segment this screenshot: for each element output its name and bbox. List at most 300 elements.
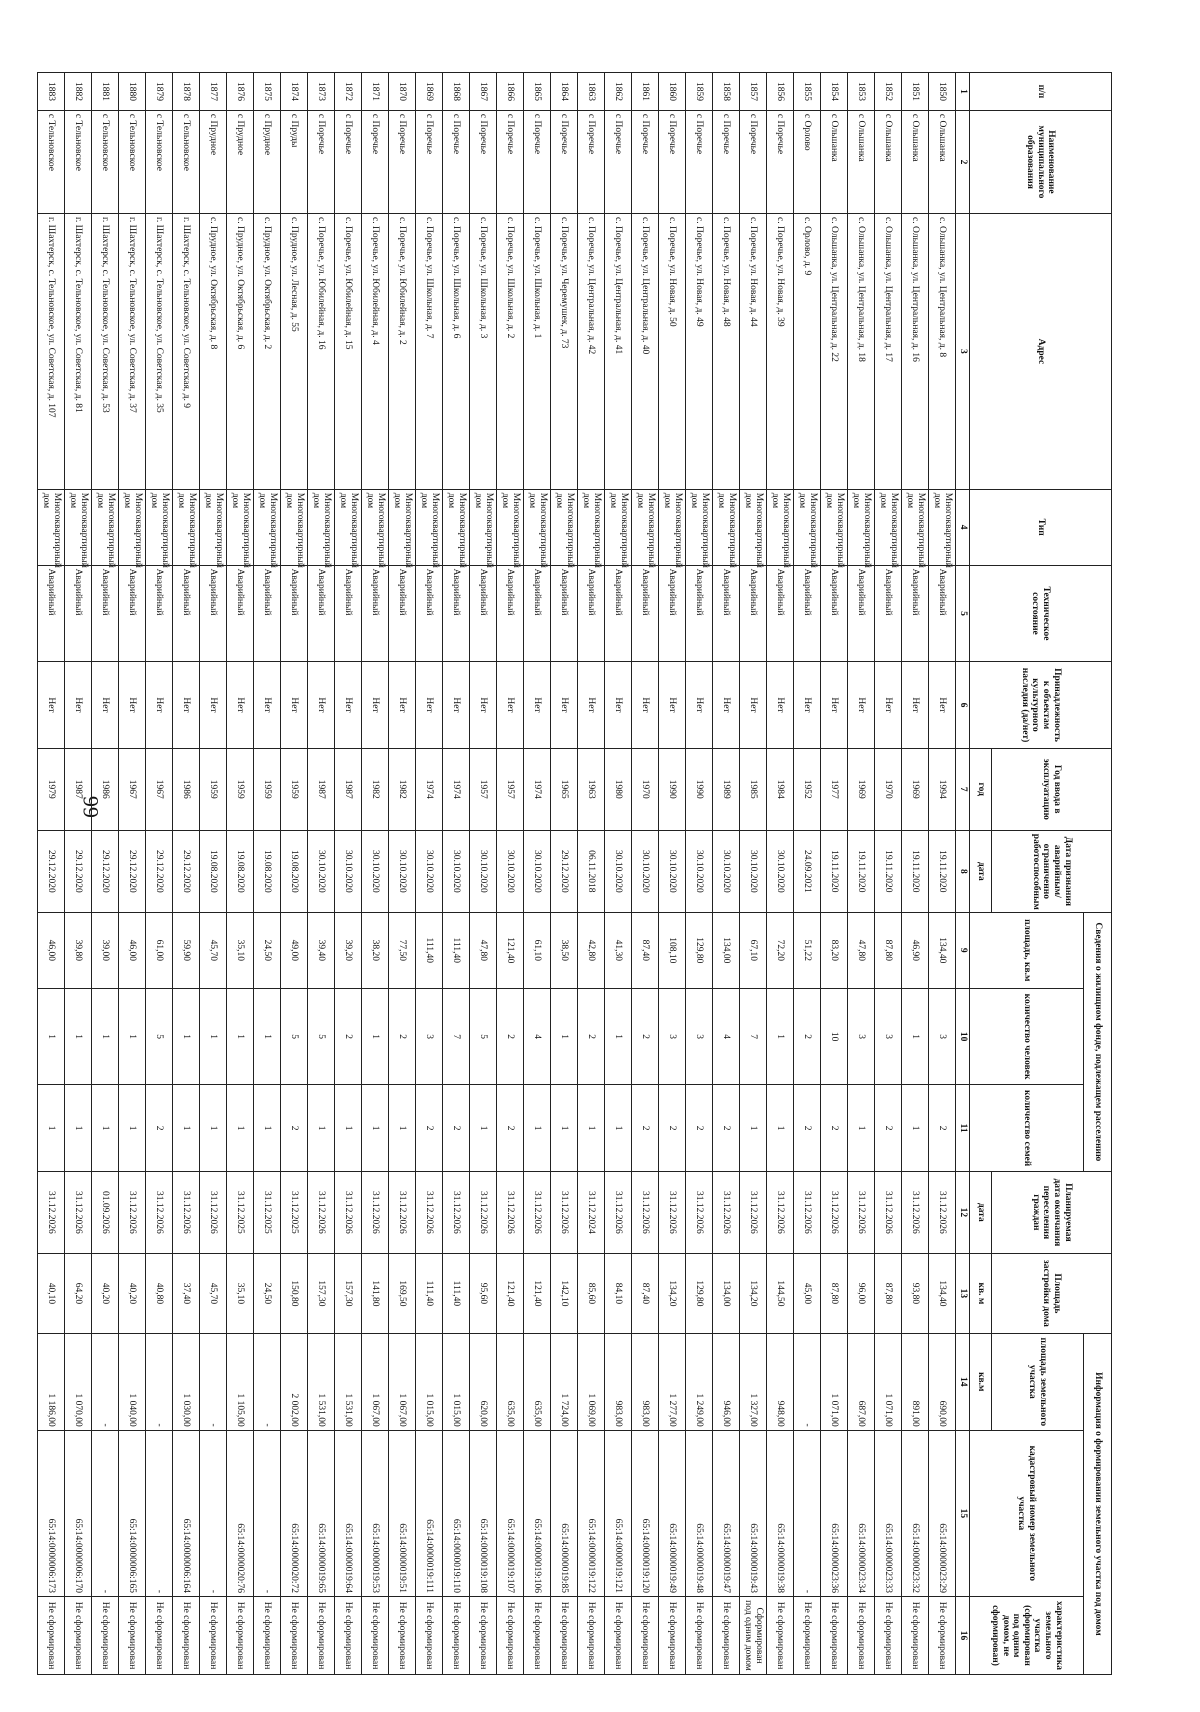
table-cell: 95,60 [470, 1253, 497, 1333]
table-row [605, 73, 632, 1675]
table-cell: Аварийный [659, 565, 686, 662]
table-cell: Не сформирован [38, 1597, 65, 1675]
table-cell: - [200, 1333, 227, 1430]
table-cell: 31.12.2026 [659, 1171, 686, 1253]
table-cell: г. Шахтерск, с. Тельновское, ул. Советская, д. 37 [119, 214, 146, 490]
table-cell: 2 [281, 1085, 308, 1171]
table-row [767, 73, 794, 1675]
column-number: 6 [956, 662, 970, 748]
page-number: 66 [78, 796, 103, 818]
table-cell: 1970 [632, 748, 659, 830]
table-cell: Нет [578, 662, 605, 748]
table-cell: 65:14:0000023:36 [821, 1430, 848, 1596]
table-cell: 1860 [659, 73, 686, 111]
table-cell: 46,90 [902, 912, 929, 988]
table-cell: 134,00 [713, 912, 740, 988]
table-row [146, 73, 173, 1675]
table-cell: 1 [92, 1085, 119, 1171]
table-cell: 31.12.2026 [767, 1171, 794, 1253]
table-cell: 61,00 [146, 912, 173, 988]
table-cell: 40,20 [92, 1253, 119, 1333]
table-cell: с. Ольшанка, ул. Центральная, д. 8 [929, 214, 956, 490]
header-land-area: площадь земельного участка [992, 1333, 1084, 1430]
table-cell: Нет [200, 662, 227, 748]
rotated-page [41, 72, 1112, 1675]
table-cell: с Пруды [281, 110, 308, 213]
header-condition: Техническое состояние [970, 565, 1112, 662]
table-cell: с Поречье [497, 110, 524, 213]
table-cell: с. Поречье, ул. Центральная, д. 41 [605, 214, 632, 490]
table-cell: 1859 [686, 73, 713, 111]
table-cell: с Поречье [686, 110, 713, 213]
table-cell: 1 [254, 988, 281, 1085]
table-cell: 1 015,00 [443, 1333, 470, 1430]
table-cell: 1867 [470, 73, 497, 111]
table-cell: Нет [767, 662, 794, 748]
table-cell: 1871 [362, 73, 389, 111]
table-cell: 24.09.2021 [794, 830, 821, 912]
table-cell: 30.10.2020 [632, 830, 659, 912]
table-cell: 2 [794, 988, 821, 1085]
table-cell: 65:14:0000020:76 [227, 1430, 254, 1596]
table-cell: Нет [929, 662, 956, 748]
table-cell: 141,80 [362, 1253, 389, 1333]
table-cell: 635,00 [524, 1333, 551, 1430]
table-cell: 65:14:0000019:43 [740, 1430, 767, 1596]
table-cell: 7 [740, 988, 767, 1085]
table-cell: 687,00 [848, 1333, 875, 1430]
table-cell: Аварийный [632, 565, 659, 662]
table-cell: 1965 [551, 748, 578, 830]
table-cell: 4 [524, 988, 551, 1085]
table-cell: 1 [578, 1085, 605, 1171]
table-cell: 65:14:0000023:34 [848, 1430, 875, 1596]
table-cell: 983,00 [605, 1333, 632, 1430]
header-municipality: Наименование муниципального образования [970, 110, 1112, 213]
table-cell: 1 [173, 1085, 200, 1171]
table-row [335, 73, 362, 1675]
table-cell: 690,00 [929, 1333, 956, 1430]
table-cell: с Орлово [794, 110, 821, 213]
table-cell: 1987 [65, 748, 92, 830]
table-cell: Не сформирован [362, 1597, 389, 1675]
table-cell: Многоквартирный дом [632, 489, 659, 565]
table-cell: 30.10.2020 [308, 830, 335, 912]
table-cell: с Поречье [470, 110, 497, 213]
table-row [524, 73, 551, 1675]
table-cell: Аварийный [254, 565, 281, 662]
table-cell: Не сформирован [578, 1597, 605, 1675]
table-row [470, 73, 497, 1675]
table-cell: Аварийный [686, 565, 713, 662]
table-cell: Многоквартирный дом [308, 489, 335, 565]
table-cell: Не сформирован [875, 1597, 902, 1675]
table-cell: 30.10.2020 [686, 830, 713, 912]
table-cell: Нет [146, 662, 173, 748]
header-families: количество семей [970, 1085, 1084, 1171]
table-cell: 38,20 [362, 912, 389, 988]
table-cell: Нет [65, 662, 92, 748]
table-cell: 65:14:0000023:32 [902, 1430, 929, 1596]
table-cell: 40,10 [38, 1253, 65, 1333]
table-cell: 2 [875, 1085, 902, 1171]
table-cell: Многоквартирный дом [740, 489, 767, 565]
table-cell: - [254, 1430, 281, 1596]
table-cell: Не сформирован [173, 1597, 200, 1675]
table-cell: Не сформирован [227, 1597, 254, 1675]
table-cell: - [794, 1430, 821, 1596]
table-cell: Нет [254, 662, 281, 748]
table-cell: 5 [281, 988, 308, 1085]
table-cell: Не сформирован [605, 1597, 632, 1675]
table-cell: 150,80 [281, 1253, 308, 1333]
table-cell: Не сформирован [254, 1597, 281, 1675]
table-cell: 37,40 [173, 1253, 200, 1333]
table-cell: 19.08.2020 [281, 830, 308, 912]
table-cell: с. Поречье, ул. Новая, д. 44 [740, 214, 767, 490]
table-cell: 129,80 [686, 912, 713, 988]
table-cell: 1875 [254, 73, 281, 111]
table-cell: 169,50 [389, 1253, 416, 1333]
table-row [848, 73, 875, 1675]
table-cell: 1 030,00 [173, 1333, 200, 1430]
table-cell: 1 105,00 [227, 1333, 254, 1430]
table-cell: Аварийный [524, 565, 551, 662]
table-cell: с. Поречье, ул. Школьная, д. 6 [443, 214, 470, 490]
table-cell: Многоквартирный дом [443, 489, 470, 565]
table-cell: 946,00 [713, 1333, 740, 1430]
table-cell: 7 [443, 988, 470, 1085]
table-cell: 1862 [605, 73, 632, 111]
table-cell: 1990 [686, 748, 713, 830]
table-cell: Аварийный [875, 565, 902, 662]
table-cell: 31.12.2026 [794, 1171, 821, 1253]
table-cell: 1970 [875, 748, 902, 830]
table-cell: Аварийный [335, 565, 362, 662]
table-cell: 1855 [794, 73, 821, 111]
header-heritage: Принадлежность к объектам культурного наследия (да/нет) [970, 662, 1112, 748]
table-cell: Аварийный [173, 565, 200, 662]
table-cell: 1858 [713, 73, 740, 111]
table-cell: 144,50 [767, 1253, 794, 1333]
table-cell: 1 [227, 1085, 254, 1171]
table-cell: 30.10.2020 [740, 830, 767, 912]
table-cell: 31.12.2026 [524, 1171, 551, 1253]
table-cell: 65:14:0000019:120 [632, 1430, 659, 1596]
table-cell: с. Поречье, ул. Школьная, д. 2 [497, 214, 524, 490]
table-cell: 1 277,00 [659, 1333, 686, 1430]
table-cell: 1 [200, 988, 227, 1085]
table-cell: с. Поречье, ул. Юбилейная, д. 2 [389, 214, 416, 490]
table-cell: с Поречье [605, 110, 632, 213]
table-cell: с. Поречье, ул. Центральная, д. 40 [632, 214, 659, 490]
table-cell: 4 [713, 988, 740, 1085]
column-number: 16 [956, 1597, 970, 1675]
table-cell: Аварийный [362, 565, 389, 662]
header-building-sub: кв. м [970, 1253, 992, 1333]
header-planned-date: Планируемая дата окончания переселения граждан [992, 1171, 1112, 1253]
table-cell: 31.12.2026 [173, 1171, 200, 1253]
table-cell: Многоквартирный дом [659, 489, 686, 565]
column-number: 8 [956, 830, 970, 912]
table-cell: 2 [686, 1085, 713, 1171]
table-cell: 84,10 [605, 1253, 632, 1333]
table-cell: 134,40 [929, 1253, 956, 1333]
table-cell: 30.10.2020 [713, 830, 740, 912]
table-cell: 1 [767, 1085, 794, 1171]
table-cell: Аварийный [929, 565, 956, 662]
table-cell: Нет [794, 662, 821, 748]
table-cell: 39,40 [308, 912, 335, 988]
table-cell: 1974 [443, 748, 470, 830]
table-cell: 1957 [497, 748, 524, 830]
table-cell: 41,30 [605, 912, 632, 988]
table-cell: Не сформирован [92, 1597, 119, 1675]
table-cell: 65:14:0000020:72 [281, 1430, 308, 1596]
table-cell: Нет [875, 662, 902, 748]
table-cell: 65:14:0000019:110 [443, 1430, 470, 1596]
table-cell: 3 [929, 988, 956, 1085]
table-cell: 111,40 [443, 912, 470, 988]
table-cell: 31.12.2026 [605, 1171, 632, 1253]
table-cell: с. Прудное, ул. Октябрьская, д. 2 [254, 214, 281, 490]
table-cell: 31.12.2026 [443, 1171, 470, 1253]
table-cell: 1 [605, 988, 632, 1085]
table-cell: Нет [227, 662, 254, 748]
header-building-area: Площадь застройки дома [992, 1253, 1112, 1333]
table-cell: 1865 [524, 73, 551, 111]
table-cell: 29.12.2020 [119, 830, 146, 912]
table-cell: 65:14:0000019:38 [767, 1430, 794, 1596]
table-cell: 31.12.2024 [578, 1171, 605, 1253]
table-cell: Нет [605, 662, 632, 748]
table-cell: 65:14:0000019:51 [389, 1430, 416, 1596]
table-cell: 1873 [308, 73, 335, 111]
table-cell: 1 [227, 988, 254, 1085]
table-cell: 1 069,00 [578, 1333, 605, 1430]
table-cell: 47,80 [848, 912, 875, 988]
table-cell: 1974 [524, 748, 551, 830]
table-cell: - [146, 1430, 173, 1596]
table-cell: 31.12.2025 [227, 1171, 254, 1253]
table-cell: 1994 [929, 748, 956, 830]
table-cell: Нет [335, 662, 362, 748]
table-cell: Многоквартирный дом [497, 489, 524, 565]
table-cell: Аварийный [227, 565, 254, 662]
table-cell: Нет [524, 662, 551, 748]
column-number: 10 [956, 988, 970, 1085]
table-cell: Не сформирован [497, 1597, 524, 1675]
table-cell: с. Поречье, ул. Центральная, д. 42 [578, 214, 605, 490]
table-cell: 51,22 [794, 912, 821, 988]
table-cell: Многоквартирный дом [173, 489, 200, 565]
table-cell: 157,30 [308, 1253, 335, 1333]
table-cell: 39,80 [65, 912, 92, 988]
table-cell: 1874 [281, 73, 308, 111]
table-cell: 134,00 [713, 1253, 740, 1333]
table-cell: 1882 [65, 73, 92, 111]
table-cell: 3 [416, 988, 443, 1085]
table-cell: Не сформирован [767, 1597, 794, 1675]
header-land-area-sub: кв.м [970, 1333, 992, 1430]
table-cell: 31.12.2026 [146, 1171, 173, 1253]
table-cell: Аварийный [848, 565, 875, 662]
table-cell: 2 002,00 [281, 1333, 308, 1430]
table-cell: 31.12.2026 [686, 1171, 713, 1253]
table-cell: 24,50 [254, 1253, 281, 1333]
table-cell: 59,90 [173, 912, 200, 988]
table-cell: - [200, 1430, 227, 1596]
table-cell: Не сформирован [632, 1597, 659, 1675]
table-cell: с. Прудное, ул. Октябрьская, д. 8 [200, 214, 227, 490]
table-cell: с Тельновское [65, 110, 92, 213]
table-cell: с. Ольшанка, ул. Центральная, д. 18 [848, 214, 875, 490]
table-cell: 1857 [740, 73, 767, 111]
header-type: Тип [970, 489, 1112, 565]
table-row [38, 73, 65, 1675]
table-cell: Аварийный [416, 565, 443, 662]
table-cell: 31.12.2026 [416, 1171, 443, 1253]
table-cell: 65:14:0000019:47 [713, 1430, 740, 1596]
column-number: 14 [956, 1333, 970, 1430]
table-cell: 1 015,00 [416, 1333, 443, 1430]
table-cell: с Поречье [524, 110, 551, 213]
table-cell: Не сформирован [200, 1597, 227, 1675]
table-row [92, 73, 119, 1675]
table-cell: 1 249,00 [686, 1333, 713, 1430]
table-cell: 31.12.2026 [200, 1171, 227, 1253]
table-cell: 1959 [227, 748, 254, 830]
table-cell: 31.12.2026 [362, 1171, 389, 1253]
table-cell: Многоквартирный дом [875, 489, 902, 565]
table-cell: 121,40 [524, 1253, 551, 1333]
column-number: 4 [956, 489, 970, 565]
table-cell: 1853 [848, 73, 875, 111]
table-cell: 1 724,00 [551, 1333, 578, 1430]
table-cell: Аварийный [902, 565, 929, 662]
table-cell: 2 [632, 988, 659, 1085]
table-cell: 1 067,00 [362, 1333, 389, 1430]
table-cell: Не сформирован [713, 1597, 740, 1675]
header-emergency-date: Дата признания аварийным/ограниченно работоспособным [992, 830, 1112, 912]
table-cell: 2 [335, 988, 362, 1085]
table-cell: 2 [389, 988, 416, 1085]
table-cell: 1969 [902, 748, 929, 830]
table-cell: Многоквартирный дом [389, 489, 416, 565]
table-cell: 157,30 [335, 1253, 362, 1333]
column-number: 2 [956, 110, 970, 213]
table-cell: 31.12.2026 [335, 1171, 362, 1253]
table-cell: 2 [443, 1085, 470, 1171]
table-cell: 1985 [740, 748, 767, 830]
table-cell: 1 [335, 1085, 362, 1171]
table-cell: 10 [821, 988, 848, 1085]
table-cell: 1977 [821, 748, 848, 830]
table-cell: с Ольшанка [875, 110, 902, 213]
table-cell: Нет [281, 662, 308, 748]
table-cell: Не сформирован [929, 1597, 956, 1675]
table-cell: с. Поречье, ул. Новая, д. 49 [686, 214, 713, 490]
table-cell: 3 [659, 988, 686, 1085]
table-cell: 1980 [605, 748, 632, 830]
table-cell: 1 [173, 988, 200, 1085]
table-cell: 31.12.2026 [821, 1171, 848, 1253]
table-cell: 46,00 [38, 912, 65, 988]
table-cell: 65:14:0000006:173 [38, 1430, 65, 1596]
table-cell: 1 [38, 988, 65, 1085]
table-cell: Аварийный [794, 565, 821, 662]
table-cell: 1963 [578, 748, 605, 830]
table-cell: 1 186,00 [38, 1333, 65, 1430]
table-cell: 30.10.2020 [335, 830, 362, 912]
table-cell: Многоквартирный дом [848, 489, 875, 565]
table-cell: 87,80 [875, 1253, 902, 1333]
table-cell: 983,00 [632, 1333, 659, 1430]
table-cell: 65:14:0000019:85 [551, 1430, 578, 1596]
table-cell: с Поречье [416, 110, 443, 213]
table-cell: 65:14:0000019:107 [497, 1430, 524, 1596]
table-cell: 65:14:0000019:108 [470, 1430, 497, 1596]
table-cell: 129,80 [686, 1253, 713, 1333]
table-cell: 1957 [470, 748, 497, 830]
table-row [308, 73, 335, 1675]
table-cell: - [92, 1333, 119, 1430]
table-cell: с Поречье [767, 110, 794, 213]
table-cell: 35,10 [227, 1253, 254, 1333]
table-cell: 108,10 [659, 912, 686, 988]
table-cell: - [92, 1430, 119, 1596]
table-cell: 1 [902, 1085, 929, 1171]
table-cell: Многоквартирный дом [470, 489, 497, 565]
table-cell: 19.11.2020 [929, 830, 956, 912]
table-row [362, 73, 389, 1675]
table-cell: 29.12.2020 [146, 830, 173, 912]
table-cell: 42,80 [578, 912, 605, 988]
table-cell: 61,10 [524, 912, 551, 988]
table-cell: Не сформирован [821, 1597, 848, 1675]
table-cell: 65:14:0000019:49 [659, 1430, 686, 1596]
table-cell: Не сформирован [416, 1597, 443, 1675]
table-cell: с Ольшанка [821, 110, 848, 213]
table-cell: с Поречье [632, 110, 659, 213]
table-cell: 1 [524, 1085, 551, 1171]
table-cell: 1959 [254, 748, 281, 830]
table-cell: 31.12.2026 [929, 1171, 956, 1253]
table-row [740, 73, 767, 1675]
table-cell: Многоквартирный дом [578, 489, 605, 565]
table-cell: с Поречье [740, 110, 767, 213]
table-cell: 65:14:0000019:122 [578, 1430, 605, 1596]
table-cell: Многоквартирный дом [65, 489, 92, 565]
table-cell: 87,80 [821, 1253, 848, 1333]
table-cell: Аварийный [578, 565, 605, 662]
table-cell: 30.10.2020 [497, 830, 524, 912]
table-cell: с. Поречье, ул. Юбилейная, д. 15 [335, 214, 362, 490]
table-cell: Многоквартирный дом [38, 489, 65, 565]
table-cell: 31.12.2026 [632, 1171, 659, 1253]
table-cell: 2 [929, 1085, 956, 1171]
table-cell: Аварийный [443, 565, 470, 662]
table-cell: 30.10.2020 [389, 830, 416, 912]
table-cell: 1 [308, 1085, 335, 1171]
table-cell: Аварийный [497, 565, 524, 662]
table-cell: 1969 [848, 748, 875, 830]
table-cell: 06.11.2018 [578, 830, 605, 912]
table-cell: 40,80 [146, 1253, 173, 1333]
table-cell: 77,50 [389, 912, 416, 988]
table-cell: Аварийный [200, 565, 227, 662]
table-cell: 46,00 [119, 912, 146, 988]
